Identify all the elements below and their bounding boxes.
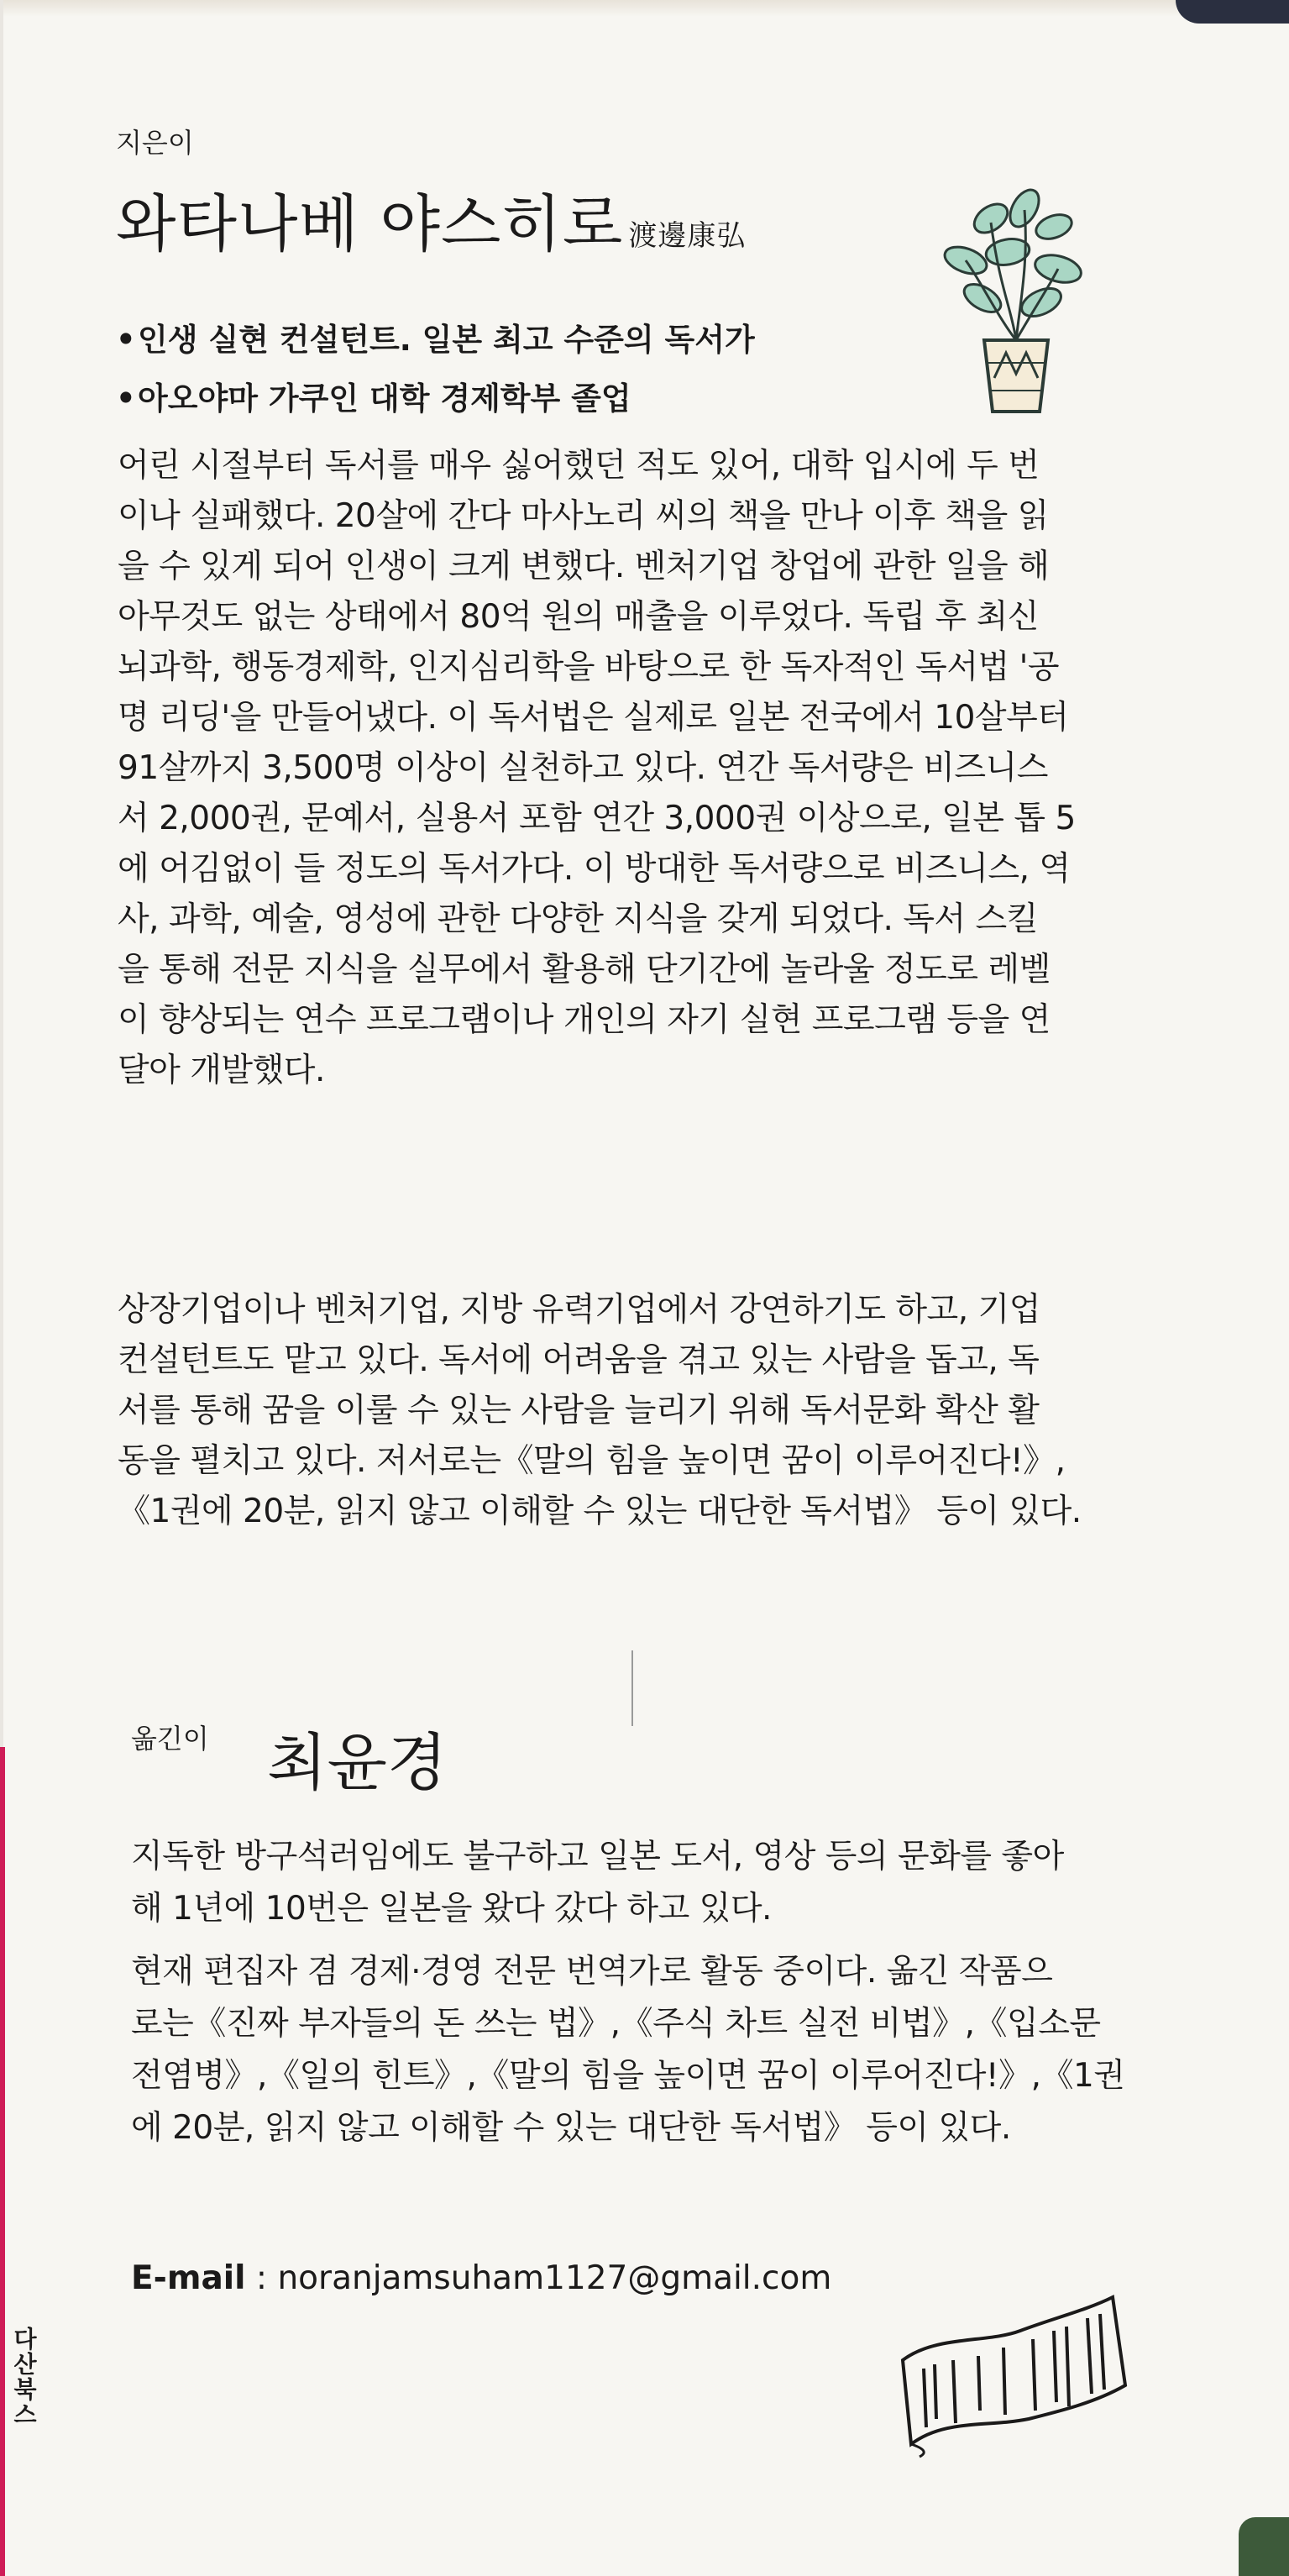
text-line: 상장기업이나 벤처기업, 지방 유력기업에서 강연하기도 하고, 기업: [118, 1291, 1040, 1329]
author-name: [116, 175, 746, 264]
text-line: 이 향상되는 연수 프로그램이나 개인의 자기 실현 프로그램 등을 연: [118, 1001, 1051, 1039]
spine-publisher-label: 다산북스: [10, 2327, 38, 2427]
text-line: 컨설턴트도 맡고 있다. 독서에 어려움을 겪고 있는 사람을 돕고, 독: [118, 1341, 1040, 1379]
email-line: [131, 2259, 831, 2297]
text-line: 아무것도 없는 상태에서 80억 원의 매출을 이루었다. 독립 후 최신: [118, 598, 1039, 636]
text-line: 현재 편집자 겸 경제·경영 전문 번역가로 활동 중이다. 옮긴 작품으: [131, 1953, 1053, 1991]
text-line: 사, 과학, 예술, 영성에 관한 다양한 지식을 갖게 되었다. 독서 스킬: [118, 900, 1038, 938]
email-separator: :: [245, 2259, 278, 2297]
text-line: 91살까지 3,500명 이상이 실천하고 있다. 연간 독서량은 비즈니스: [118, 749, 1048, 787]
text-line: 에 20분, 읽지 않고 이해할 수 있는 대단한 독서법》 등이 있다.: [131, 2109, 1011, 2147]
text-line: 명 리딩'을 만들어냈다. 이 독서법은 실제로 일본 전국에서 10살부터: [118, 699, 1069, 737]
author-bio-paragraph-1: [118, 441, 1134, 1096]
author-bullet: •아오야마 가쿠인 대학 경제학부 졸업: [116, 380, 631, 417]
text-line: 을 통해 전문 지식을 실무에서 활용해 단기간에 놀라울 정도로 레벨: [118, 951, 1051, 989]
left-edge-pink-spine: [0, 1747, 5, 2576]
text-line: 전염병》,《일의 힌트》,《말의 힘을 높이면 꿈이 이루어진다!》,《1권: [131, 2057, 1125, 2095]
text-line: 동을 펼치고 있다. 저서로는《말의 힘을 높이면 꿈이 이루어진다!》,: [118, 1442, 1066, 1480]
corner-dark-fabric: [1176, 0, 1289, 24]
translator-name: 최윤경: [267, 1727, 448, 1799]
potted-plant-icon: [932, 185, 1100, 428]
text-line: 뇌과학, 행동경제학, 인지심리학을 바탕으로 한 독자적인 독서법 '공: [118, 648, 1059, 686]
translator-label: 옮긴이: [131, 1723, 209, 1755]
text-line: 서 2,000권, 문예서, 실용서 포함 연간 3,000권 이상으로, 일본 톱 5: [118, 800, 1076, 837]
text-line: 달아 개발했다.: [118, 1052, 325, 1089]
translator-bio-paragraph-1: [131, 1831, 1147, 1935]
translator-bio-paragraph-2: [131, 1946, 1147, 2154]
text-line: 에 어김없이 들 정도의 독서가다. 이 방대한 독서량으로 비즈니스, 역: [118, 850, 1071, 888]
text-line: 이나 실패했다. 20살에 간다 마사노리 씨의 책을 만나 이후 책을 읽: [118, 497, 1049, 535]
text-line: 을 수 있게 되어 인생이 크게 변했다. 벤처기업 창업에 관한 일을 해: [118, 548, 1050, 585]
text-line: 서를 통해 꿈을 이룰 수 있는 사람을 늘리기 위해 독서문화 확산 활: [118, 1392, 1040, 1430]
author-label: 지은이: [116, 127, 194, 159]
email-address[interactable]: noranjamsuham1127@gmail.com: [277, 2259, 832, 2297]
email-label: E-mail: [131, 2259, 246, 2297]
text-line: 어린 시절부터 독서를 매우 싫어했던 적도 있어, 대학 입시에 두 번: [118, 447, 1040, 485]
author-bio-paragraph-2: [118, 1285, 1134, 1537]
text-line: 《1권에 20분, 읽지 않고 이해할 수 있는 대단한 독서법》 등이 있다.: [118, 1493, 1082, 1530]
author-name-korean: 와타나베 야스히로: [116, 188, 624, 260]
divider-mark: [631, 1650, 633, 1726]
author-name-hanja: 渡邊康弘: [628, 219, 747, 253]
author-bullet: •인생 실현 컨설턴트. 일본 최고 수준의 독서가: [116, 322, 755, 358]
text-line: 지독한 방구석러임에도 불구하고 일본 도서, 영상 등의 문화를 좋아: [131, 1838, 1064, 1876]
corner-green-fabric: [1239, 2517, 1289, 2576]
left-edge: [0, 0, 3, 1747]
text-line: 로는《진짜 부자들의 돈 쓰는 법》,《주식 차트 실전 비법》,《입소문: [131, 2005, 1101, 2043]
text-line: 해 1년에 10번은 일본을 왔다 갔다 하고 있다.: [131, 1890, 772, 1928]
open-pages-icon: [886, 2285, 1138, 2461]
top-edge-shadow: [0, 0, 1289, 17]
author-bullets: [116, 311, 755, 428]
